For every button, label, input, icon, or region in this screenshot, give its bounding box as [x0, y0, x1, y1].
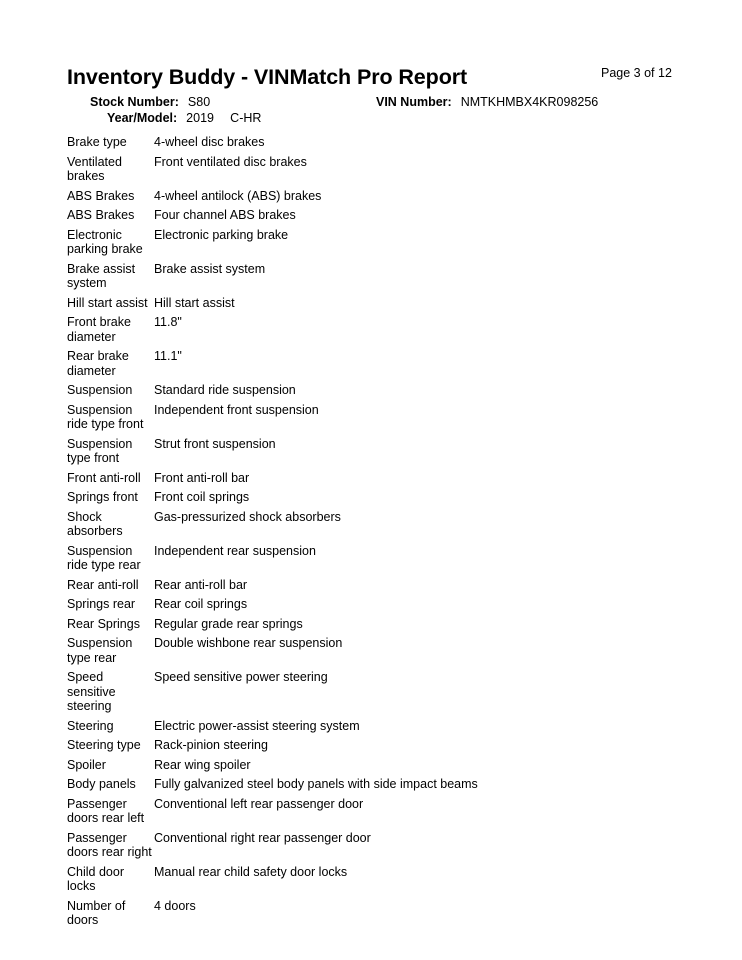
spec-label: Spoiler: [67, 757, 106, 772]
spec-value: Rear wing spoiler: [154, 757, 251, 772]
spec-label: Shock absorbers: [67, 509, 123, 538]
spec-label: Steering type: [67, 738, 141, 752]
spec-value: Electric power-assist steering system: [154, 718, 360, 733]
stock-number-label: Stock Number:: [90, 95, 179, 109]
spec-label: Front brake diameter: [67, 315, 131, 344]
spec-row: [67, 829, 687, 863]
spec-value: Four channel ABS brakes: [154, 208, 296, 222]
spec-value: Hill start assist: [154, 295, 235, 310]
spec-value: Manual rear child safety door locks: [154, 864, 348, 879]
spec-row: [67, 795, 687, 829]
model-value: C-HR: [230, 111, 262, 125]
spec-label: Springs rear: [67, 597, 136, 611]
spec-value: 11.8": [154, 315, 182, 329]
spec-value: Conventional left rear passenger door: [154, 796, 364, 811]
spec-row: [67, 668, 687, 717]
spec-label: Brake assist system: [67, 261, 136, 290]
spec-value: 4-wheel antilock (ABS) brakes: [154, 188, 322, 203]
spec-value: 4 doors: [154, 898, 196, 913]
spec-row: [67, 756, 687, 776]
spec-value: Front ventilated disc brakes: [154, 154, 307, 169]
spec-row: [67, 634, 687, 668]
spec-label: Front anti-roll: [67, 470, 141, 485]
spec-value: Conventional right rear passenger door: [154, 830, 371, 845]
spec-label: Ventilated brakes: [67, 154, 122, 183]
year-model-field: [107, 111, 261, 125]
spec-row: [67, 775, 687, 795]
spec-label: Brake type: [67, 135, 127, 149]
spec-value: Rear coil springs: [154, 597, 248, 611]
spec-row: [67, 736, 687, 756]
spec-value: Fully galvanized steel body panels with side impact beams: [154, 777, 478, 791]
spec-value: Gas-pressurized shock absorbers: [154, 509, 341, 524]
vin-value: NMTKHMBX4KR098256: [460, 95, 599, 109]
spec-row: [67, 133, 687, 153]
spec-row: [67, 595, 687, 615]
spec-value: Electronic parking brake: [154, 227, 289, 242]
spec-label: Suspension ride type front: [67, 402, 144, 431]
spec-label: Body panels: [67, 777, 136, 791]
stock-number-field: [90, 95, 210, 109]
spec-value: 4-wheel disc brakes: [154, 135, 265, 149]
spec-row: [67, 187, 687, 207]
spec-label: Steering: [67, 718, 114, 733]
spec-row: [67, 435, 687, 469]
spec-table: [67, 133, 687, 931]
spec-value: Independent front suspension: [154, 402, 319, 417]
spec-row: [67, 717, 687, 737]
spec-row: [67, 153, 687, 187]
spec-row: [67, 488, 687, 508]
page-number: Page 3 of 12: [601, 66, 672, 80]
spec-row: [67, 313, 687, 347]
spec-row: [67, 897, 687, 931]
spec-row: [67, 469, 687, 489]
spec-value: Brake assist system: [154, 261, 266, 276]
spec-row: [67, 381, 687, 401]
spec-label: Number of doors: [67, 898, 126, 927]
spec-value: Front anti-roll bar: [154, 470, 250, 485]
spec-value: Standard ride suspension: [154, 383, 296, 397]
vin-label: VIN Number:: [376, 95, 452, 109]
spec-value: Strut front suspension: [154, 436, 276, 451]
spec-row: [67, 863, 687, 897]
spec-label: Suspension type rear: [67, 636, 133, 665]
spec-value: 11.1": [154, 349, 182, 363]
spec-label: Electronic parking brake: [67, 227, 143, 256]
spec-row: [67, 542, 687, 576]
spec-value: Regular grade rear springs: [154, 616, 303, 631]
spec-label: Springs front: [67, 490, 138, 504]
spec-label: Suspension: [67, 383, 133, 397]
spec-label: Rear brake diameter: [67, 349, 129, 378]
spec-row: [67, 206, 687, 226]
spec-label: Speed sensitive steering: [67, 670, 116, 713]
spec-label: Suspension ride type rear: [67, 543, 141, 572]
spec-value: Speed sensitive power steering: [154, 670, 328, 684]
spec-row: [67, 576, 687, 596]
report-title: Inventory Buddy - VINMatch Pro Report: [67, 65, 468, 89]
spec-row: [67, 401, 687, 435]
spec-label: Rear anti-roll: [67, 577, 139, 592]
spec-label: ABS Brakes: [67, 208, 135, 222]
spec-row: [67, 508, 687, 542]
spec-label: Suspension type front: [67, 436, 133, 465]
vin-field: [376, 95, 598, 109]
stock-number-value: S80: [187, 95, 211, 109]
spec-row: [67, 615, 687, 635]
spec-row: [67, 294, 687, 314]
spec-row: [67, 347, 687, 381]
spec-value: Double wishbone rear suspension: [154, 636, 343, 650]
spec-label: Rear Springs: [67, 616, 140, 631]
spec-label: Hill start assist: [67, 295, 148, 310]
spec-value: Front coil springs: [154, 490, 250, 504]
year-value: 2019: [186, 111, 214, 125]
spec-label: ABS Brakes: [67, 188, 135, 203]
spec-label: Passenger doors rear right: [67, 830, 152, 859]
spec-value: Rack-pinion steering: [154, 738, 268, 752]
spec-value: Rear anti-roll bar: [154, 577, 248, 592]
spec-label: Passenger doors rear left: [67, 796, 145, 825]
spec-value: Independent rear suspension: [154, 543, 316, 558]
spec-row: [67, 260, 687, 294]
spec-row: [67, 226, 687, 260]
year-model-label: Year/Model:: [107, 111, 178, 125]
spec-label: Child door locks: [67, 864, 124, 893]
